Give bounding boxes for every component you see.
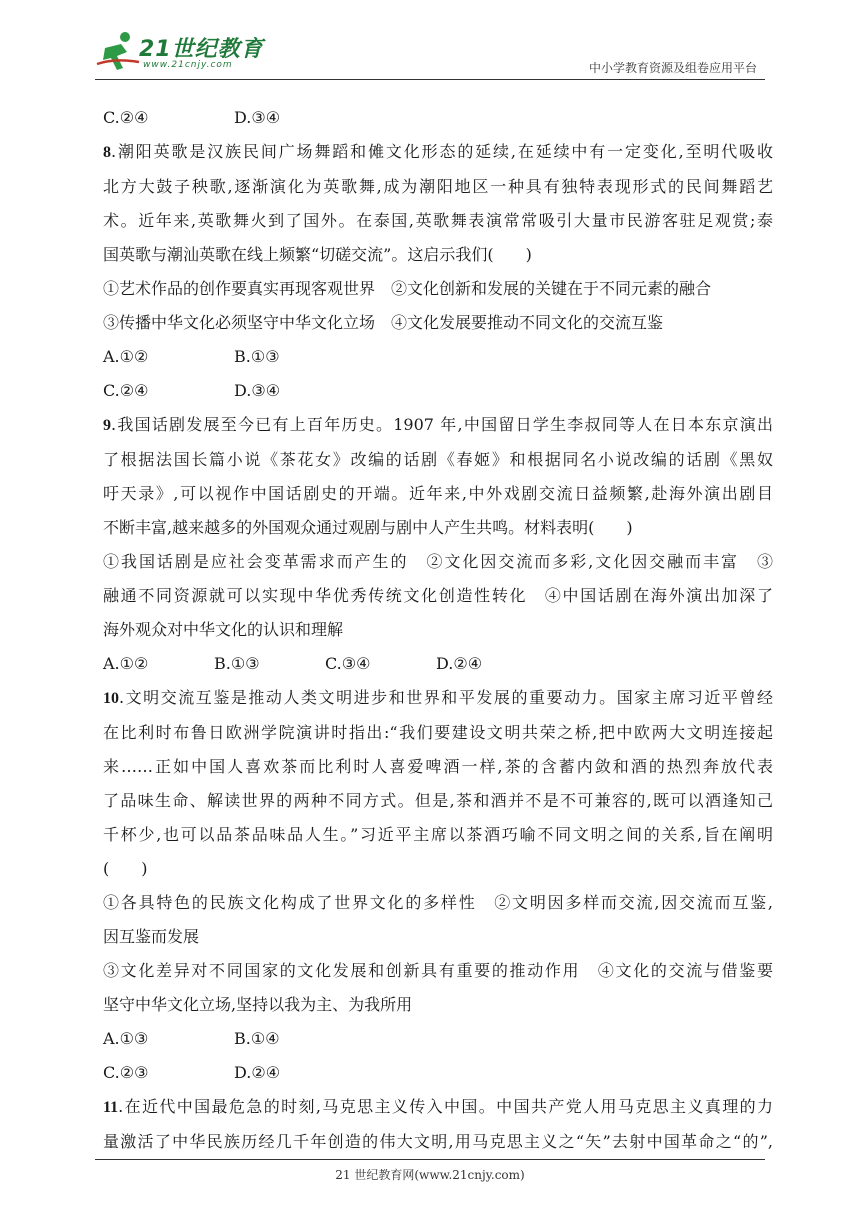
q9-option-d: D.②④	[436, 654, 483, 673]
q7-option-c: C.②④	[103, 108, 149, 127]
footer-divider	[95, 1159, 765, 1160]
q11-number: 11	[103, 1099, 119, 1116]
q8-line: 国英歌与潮汕英歌在线上频繁“切磋交流”。这启示我们( )	[103, 245, 532, 264]
q10-options	[103, 1056, 773, 1090]
page-content	[103, 101, 773, 1159]
q10-option-a: A.①③	[103, 1029, 149, 1048]
runner-logo-icon	[95, 30, 141, 74]
q9-line: 吁天录》,可以视作中国话剧史的开端。近年来,中外戏剧交流日益频繁,赴海外演出剧目	[103, 484, 773, 503]
question-8	[103, 135, 773, 408]
q7-option-d: D.③④	[234, 108, 281, 127]
logo-text: 21世纪教育	[139, 37, 264, 62]
q9-number: 9	[103, 417, 111, 434]
q8-options	[103, 340, 773, 374]
q9-option-a: A.①②	[103, 654, 149, 673]
q11-line: 量激活了中华民族历经几千年创造的伟大文明,用马克思主义之“矢”去射中国革命之“的”,	[103, 1132, 773, 1151]
q11-text: .在近代中国最危急的时刻,马克思主义传入中国。中国共产党人用马克思主义真理的力	[118, 1097, 773, 1116]
q8-line: 北方大鼓子秧歌,逐渐演化为英歌舞,成为潮阳地区一种具有独特表现形式的民间舞蹈艺	[103, 177, 773, 196]
q9-option-b: B.①③	[214, 654, 260, 673]
q8-line	[103, 135, 773, 170]
q10-option-b: B.①④	[234, 1029, 280, 1048]
question-9	[103, 408, 773, 681]
q10-line	[103, 681, 773, 716]
header-platform-text: 中小学教育资源及组卷应用平台	[588, 61, 757, 75]
q10-text: .文明交流互鉴是推动人类文明进步和世界和平发展的重要动力。国家主席习近平曾经	[119, 688, 773, 707]
q10-line: 千杯少,也可以品茶品味品人生。”习近平主席以茶酒巧喻不同文明之间的关系,旨在阐明	[103, 825, 773, 844]
question-11	[103, 1090, 773, 1159]
question-10	[103, 681, 773, 1090]
q10-line: 了品味生命、解读世界的两种不同方式。但是,茶和酒并不是不可兼容的,既可以酒逢知己	[103, 791, 773, 810]
logo-url: www.21cnjy.com	[143, 60, 233, 70]
q8-line: 术。近年来,英歌舞火到了国外。在泰国,英歌舞表演常常吸引大量市民游客驻足观赏;泰	[103, 211, 773, 230]
q9-statements: 海外观众对中华文化的认识和理解	[103, 620, 344, 639]
page-footer: 21 世纪教育网(www.21cnjy.com)	[335, 1168, 525, 1182]
q10-option-d: D.②④	[234, 1063, 281, 1082]
logo	[95, 30, 265, 76]
q8-text: .潮阳英歌是汉族民间广场舞蹈和傩文化形态的延续,在延续中有一定变化,至明代吸收	[111, 142, 773, 161]
q10-line: 在比利时布鲁日欧洲学院演讲时指出:“我们要建设文明共荣之桥,把中欧两大文明连接起	[103, 723, 773, 742]
q8-option-c: C.②④	[103, 381, 149, 400]
q10-statements: 坚守中华文化立场,坚持以我为主、为我所用	[103, 995, 413, 1014]
q10-number: 10	[103, 690, 119, 707]
q10-statements: ③文化差异对不同国家的文化发展和创新具有重要的推动作用 ④文化的交流与借鉴要	[103, 961, 773, 980]
q8-option-a: A.①②	[103, 347, 149, 366]
q8-options	[103, 374, 773, 408]
q8-option-d: D.③④	[234, 381, 281, 400]
q9-text: .我国话剧发展至今已有上百年历史。1907 年,中国留日学生李叔同等人在日本东京演出	[111, 415, 773, 434]
q8-option-b: B.①③	[234, 347, 280, 366]
q9-statements: 融通不同资源就可以实现中华优秀传统文化创造性转化 ④中国话剧在海外演出加深了	[103, 586, 773, 605]
q9-line	[103, 408, 773, 443]
q9-line: 了根据法国长篇小说《茶花女》改编的话剧《春姬》和根据同名小说改编的话剧《黑奴	[103, 450, 773, 469]
q10-statements: ①各具特色的民族文化构成了世界文化的多样性 ②文明因多样而交流,因交流而互鉴,	[103, 893, 773, 912]
q8-statements: ①艺术作品的创作要真实再现客观世界 ②文化创新和发展的关键在于不同元素的融合	[103, 279, 712, 298]
q9-options	[103, 647, 773, 681]
q10-line: 来……正如中国人喜欢茶而比利时人喜爱啤酒一样,茶的含蓄内敛和酒的热烈奔放代表	[103, 757, 773, 776]
q10-option-c: C.②③	[103, 1063, 149, 1082]
q7-options	[103, 101, 773, 135]
q9-option-c: C.③④	[325, 654, 371, 673]
q9-statements: ①我国话剧是应社会变革需求而产生的 ②文化因交流而多彩,文化因交融而丰富 ③	[103, 552, 773, 571]
q8-statements: ③传播中华文化必须坚守中华文化立场 ④文化发展要推动不同文化的交流互鉴	[103, 313, 664, 332]
q10-line: ( )	[103, 859, 148, 878]
q11-line	[103, 1090, 773, 1125]
q10-statements: 因互鉴而发展	[103, 927, 200, 946]
header-divider	[95, 79, 765, 80]
q9-line: 不断丰富,越来越多的外国观众通过观剧与剧中人产生共鸣。材料表明( )	[103, 518, 633, 537]
q8-number: 8	[103, 144, 111, 161]
q10-options	[103, 1022, 773, 1056]
page-header	[95, 28, 765, 80]
